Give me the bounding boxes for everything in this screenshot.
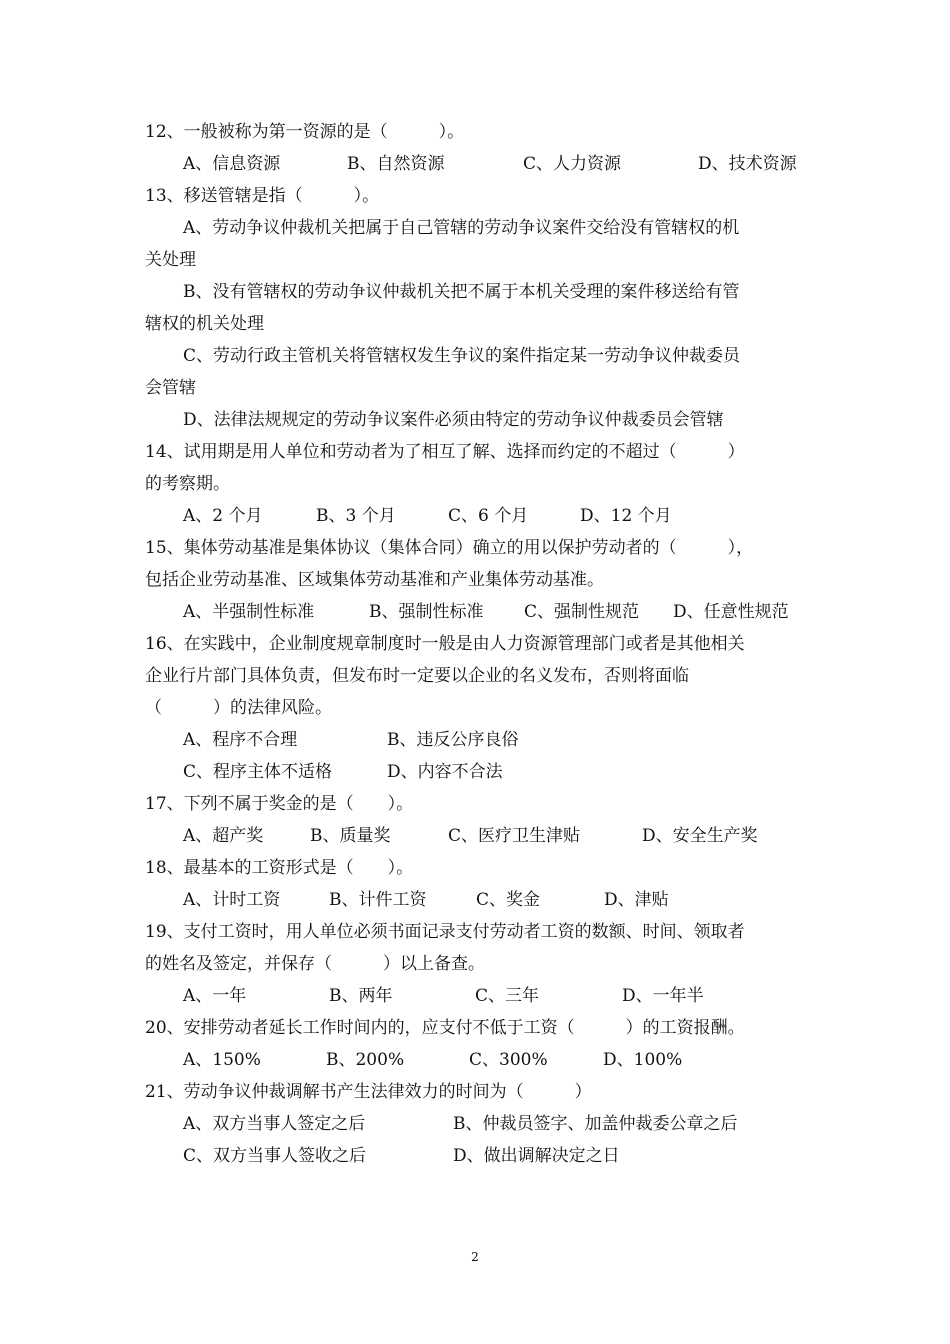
page-number: 2 [471,1250,479,1264]
option-d: D、一年半 [622,986,704,1006]
option-c: C、程序主体不适格 [183,762,333,782]
question-15-stem-line1: 15、集体劳动基准是集体协议（集体合同）确立的用以保护劳动者的（ ）， [145,538,754,558]
question-13-option-c-line2: 会管辖 [145,378,196,398]
option-b: B、计件工资 [329,890,427,910]
option-b: B、3 个月 [316,506,396,526]
question-13-option-c-line1: C、劳动行政主管机关将管辖权发生争议的案件指定某一劳动争议仲裁委员 [183,346,741,366]
option-d: D、12 个月 [580,506,672,526]
option-b: B、强制性标准 [369,602,484,622]
question-14-stem-line2: 的考察期。 [145,474,230,494]
option-a: A、一年 [183,986,247,1006]
option-c: C、医疗卫生津贴 [448,826,581,846]
question-17-stem: 17、下列不属于奖金的是（ ）。 [145,794,414,814]
question-16-stem-line3: （ ）的法律风险。 [145,698,332,718]
option-a: A、双方当事人签定之后 [183,1114,366,1134]
option-b: B、200% [326,1050,405,1070]
option-c: C、双方当事人签收之后 [183,1146,367,1166]
question-13-option-b-line1: B、没有管辖权的劳动争议仲裁机关把不属于本机关受理的案件移送给有管 [183,282,740,302]
option-d: D、内容不合法 [387,762,503,782]
question-12-stem: 12、一般被称为第一资源的是（ ）。 [145,122,465,142]
option-a: A、150% [183,1050,261,1070]
question-14-stem-line1: 14、试用期是用人单位和劳动者为了相互了解、选择而约定的不超过（ ） [145,442,745,462]
option-b: B、仲裁员签字、加盖仲裁委公章之后 [453,1114,738,1134]
option-a: A、半强制性标准 [183,602,315,622]
question-13-stem: 13、移送管辖是指（ ）。 [145,186,380,206]
question-13-option-a-line2: 关处理 [145,250,196,270]
question-19-stem-line1: 19、支付工资时，用人单位必须书面记录支付劳动者工资的数额、时间、领取者 [145,922,745,942]
option-b: B、两年 [329,986,393,1006]
option-c: C、奖金 [476,890,541,910]
option-d: D、安全生产奖 [642,826,758,846]
option-d: D、技术资源 [698,154,797,174]
option-a: A、程序不合理 [183,730,298,750]
option-b: B、自然资源 [347,154,445,174]
question-13-option-a-line1: A、劳动争议仲裁机关把属于自己管辖的劳动争议案件交给没有管辖权的机 [183,218,740,238]
option-a: A、信息资源 [183,154,281,174]
question-13-option-d: D、法律法规规定的劳动争议案件必须由特定的劳动争议仲裁委员会管辖 [183,410,724,430]
question-15-stem-line2: 包括企业劳动基准、区域集体劳动基准和产业集体劳动基准。 [145,570,604,590]
question-13-option-b-line2: 辖权的机关处理 [145,314,264,334]
option-b: B、违反公序良俗 [387,730,519,750]
option-d: D、津贴 [604,890,669,910]
option-c: C、三年 [475,986,540,1006]
option-a: A、计时工资 [183,890,281,910]
option-c: C、强制性规范 [524,602,640,622]
question-18-stem: 18、最基本的工资形式是（ ）。 [145,858,414,878]
option-d: D、100% [603,1050,683,1070]
option-d: D、做出调解决定之日 [453,1146,620,1166]
question-20-stem: 20、安排劳动者延长工作时间内的，应支付不低于工资（ ）的工资报酬。 [145,1018,745,1038]
option-b: B、质量奖 [310,826,391,846]
option-d: D、任意性规范 [673,602,789,622]
option-c: C、300% [469,1050,548,1070]
option-a: A、2 个月 [183,506,263,526]
question-16-stem-line1: 16、在实践中，企业制度规章制度时一般是由人力资源管理部门或者是其他相关 [145,634,745,654]
option-c: C、6 个月 [448,506,529,526]
option-c: C、人力资源 [523,154,622,174]
question-19-stem-line2: 的姓名及签定，并保存（ ）以上备查。 [145,954,485,974]
question-16-stem-line2: 企业行片部门具体负责，但发布时一定要以企业的名义发布，否则将面临 [145,666,689,686]
question-21-stem: 21、劳动争议仲裁调解书产生法律效力的时间为（ ） [145,1082,592,1102]
option-a: A、超产奖 [183,826,264,846]
